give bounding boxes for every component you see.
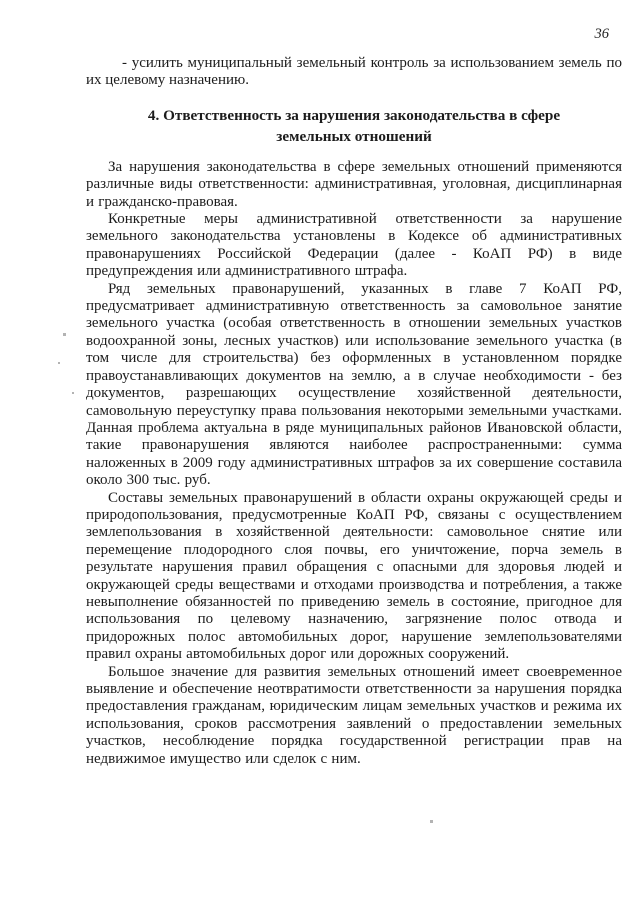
paragraph-2: Конкретные меры административной ответственности за нарушение земельного законодательства установлены в Кодексе об административных правонарушениях Российской Федерации (далее - КоАП РФ) в виде предупреждения или административного штрафа. — [86, 211, 622, 280]
scan-noise-speck — [72, 392, 74, 394]
section-heading — [86, 105, 622, 147]
page-number: 36 — [594, 26, 609, 42]
paragraph-3: Ряд земельных правонарушений, указанных в главе 7 КоАП РФ, предусматривает административную ответственность за самовольное занятие земельного участка (особая ответственность в отношении земельных участков водоохранной зоны, лесных участков) или использование земельного участка (в том числе для строительства) без оформленных в установленном порядке правоустанавливающих документов на землю, а в случае необходимости - без документов, разрешающих осуществление хозяйственной деятельности, самовольную переуступку права пользования некоторыми земельными участками. Данная проблема актуальна в ряде муниципальных районов Ивановской области, такие правонарушения являются наиболее распространенными: сумма наложенных в 2009 году административных штрафов за их совершение составила около 300 тыс. руб. — [86, 280, 622, 489]
scan-noise-speck — [430, 820, 433, 823]
paragraph-1: За нарушения законодательства в сфере земельных отношений применяются различные виды ответственности: административная, уголовная, дисциплинарная и гражданско-правовая. — [86, 158, 622, 210]
section-heading-line2: земельных отношений — [276, 127, 432, 145]
scan-noise-speck — [58, 362, 60, 364]
page-content — [86, 0, 622, 768]
section-heading-line1: 4. Ответственность за нарушения законодательства в сфере — [147, 106, 561, 124]
paragraph-4: Составы земельных правонарушений в области охраны окружающей среды и природопользования, предусмотренные КоАП РФ, связаны с осуществлением землепользования в хозяйственной деятельности: самовольное снятие или перемещение плодородного слоя почвы, его уничтожение, порча земель в результате нарушения правил обращения с опасными для здоровья людей и окружающей среды веществами и отходами производства и потребления, а также невыполнение обязанностей по приведению земель в состояние, пригодное для использования по целевому назначению, загрязнение полос отвода и придорожных полос автомобильных дорог, нарушение землепользователями правил охраны автомобильных дорог или дорожных сооружений. — [86, 489, 622, 663]
section-body — [86, 159, 622, 768]
scan-noise-speck — [63, 333, 66, 336]
paragraph-5: Большое значение для развития земельных отношений имеет своевременное выявление и обеспечение неотвратимости ответственности за нарушения порядка предоставления гражданам, юридическим лицам земельных участков и режима их использования, сроков рассмотрения заявлений о предоставлении земельных участков, несоблюдение порядка государственной регистрации прав на недвижимое имущество или сделок с ним. — [86, 663, 622, 767]
list-item-continuation: - усилить муниципальный земельный контроль за использованием земель по их целевому назначению. — [86, 55, 622, 89]
